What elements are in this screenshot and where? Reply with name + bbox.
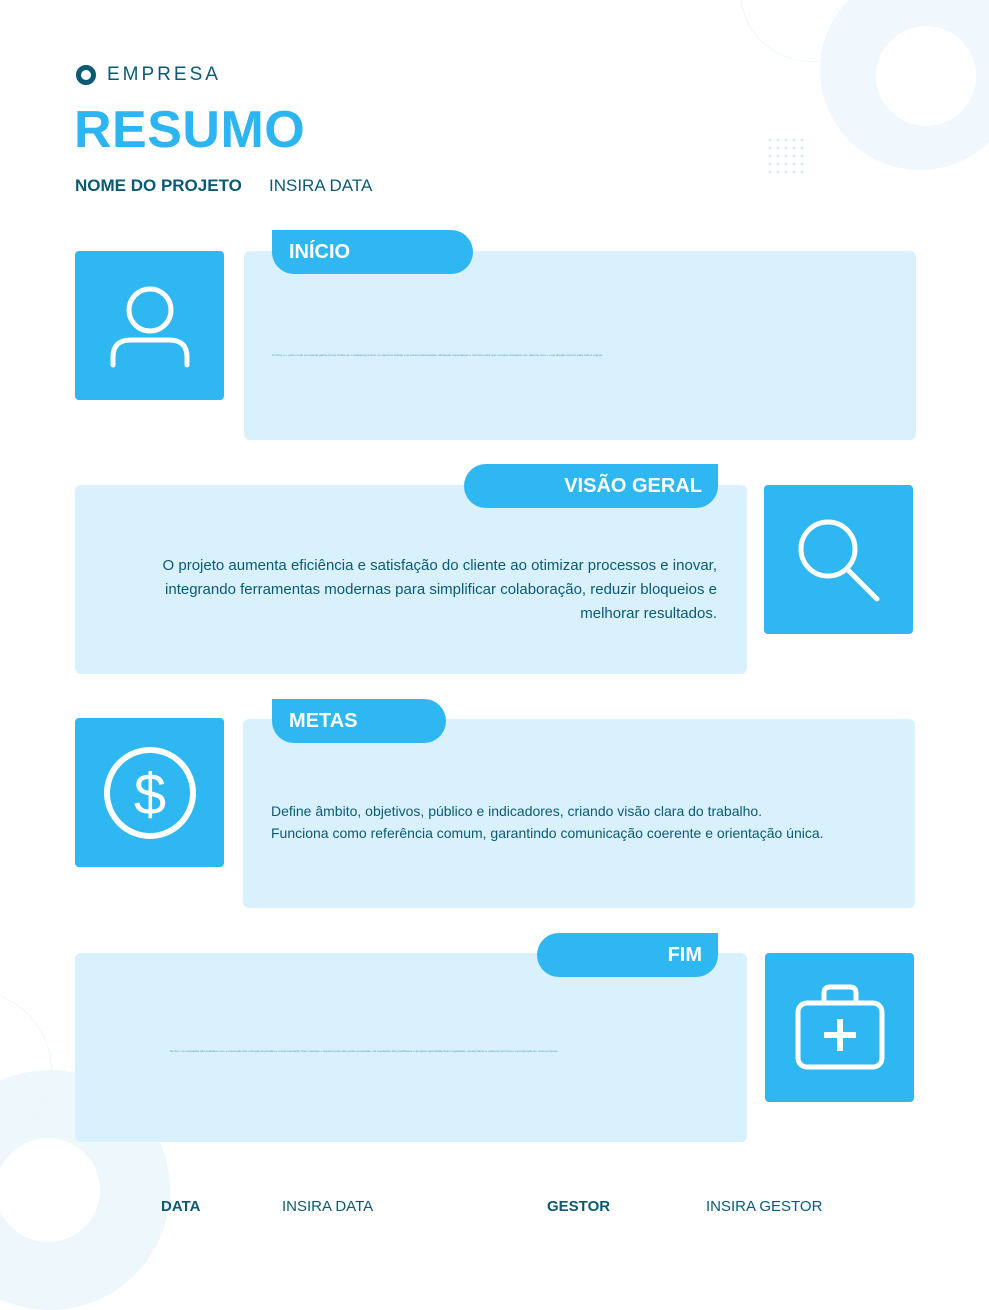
inicio-panel <box>244 251 916 440</box>
user-icon <box>105 281 195 371</box>
company-name: EMPRESA <box>107 64 221 85</box>
metas-text-line-1: Define âmbito, objetivos, público e indicadores, criando visão clara do trabalho. <box>271 803 763 819</box>
search-icon-box <box>764 485 913 634</box>
fim-text: No Fim, os resultados são avaliados com a conclusão das entregas acordadas e a documentação final, medindo o impacto junto das partes envolvidas. Os resultados são partilhados e as lições aprendidas ficam registadas, assegurando a melhoria contínua e a preparação de novos projetos. <box>170 1049 559 1053</box>
inicio-text: O Início é o ponto onde a proposta ganha forma: define-se o problema central, os objetivos iniciais e as partes interessadas, alinhando expectativas e recursos para que o projeto arranque com clareza, foco e uma direção comum para toda a equipa. <box>272 353 604 357</box>
decor-circle-bottom-left-inner <box>0 1138 100 1242</box>
medical-case-icon <box>794 983 886 1073</box>
footer-date-label: DATA <box>161 1198 201 1215</box>
company-heading <box>76 64 221 86</box>
fim-panel <box>75 953 747 1142</box>
dollar-icon <box>100 743 200 843</box>
project-date: INSIRA DATA <box>269 176 373 195</box>
metas-tab: METAS <box>272 699 446 743</box>
dollar-icon-box <box>75 718 224 867</box>
visao-geral-text: O projeto aumenta eficiência e satisfação do cliente ao otimizar processos e inovar, integrando ferramentas modernas para simplificar colaboração, reduzir bloqueios e melhorar resultados. <box>162 557 717 622</box>
visao-geral-tab: VISÃO GERAL <box>464 464 718 508</box>
footer-manager-label: GESTOR <box>547 1198 611 1215</box>
search-icon <box>794 515 884 605</box>
medical-case-icon-box <box>765 953 914 1102</box>
circle-bullet-icon <box>76 65 96 85</box>
footer-manager-value: INSIRA GESTOR <box>706 1198 823 1215</box>
page-title: RESUMO <box>74 101 306 159</box>
decor-circle-top-right-inner <box>876 26 976 126</box>
decor-dots <box>766 136 806 176</box>
footer-date-value: INSIRA DATA <box>282 1198 374 1215</box>
fim-tab: FIM <box>537 933 718 977</box>
svg-text:$: $ <box>133 761 166 827</box>
user-icon-box <box>75 251 224 400</box>
metas-text-line-2: Funciona como referência comum, garantindo comunicação coerente e orientação única. <box>271 825 824 841</box>
inicio-tab: INÍCIO <box>272 230 473 274</box>
project-name: NOME DO PROJETO <box>75 176 242 195</box>
